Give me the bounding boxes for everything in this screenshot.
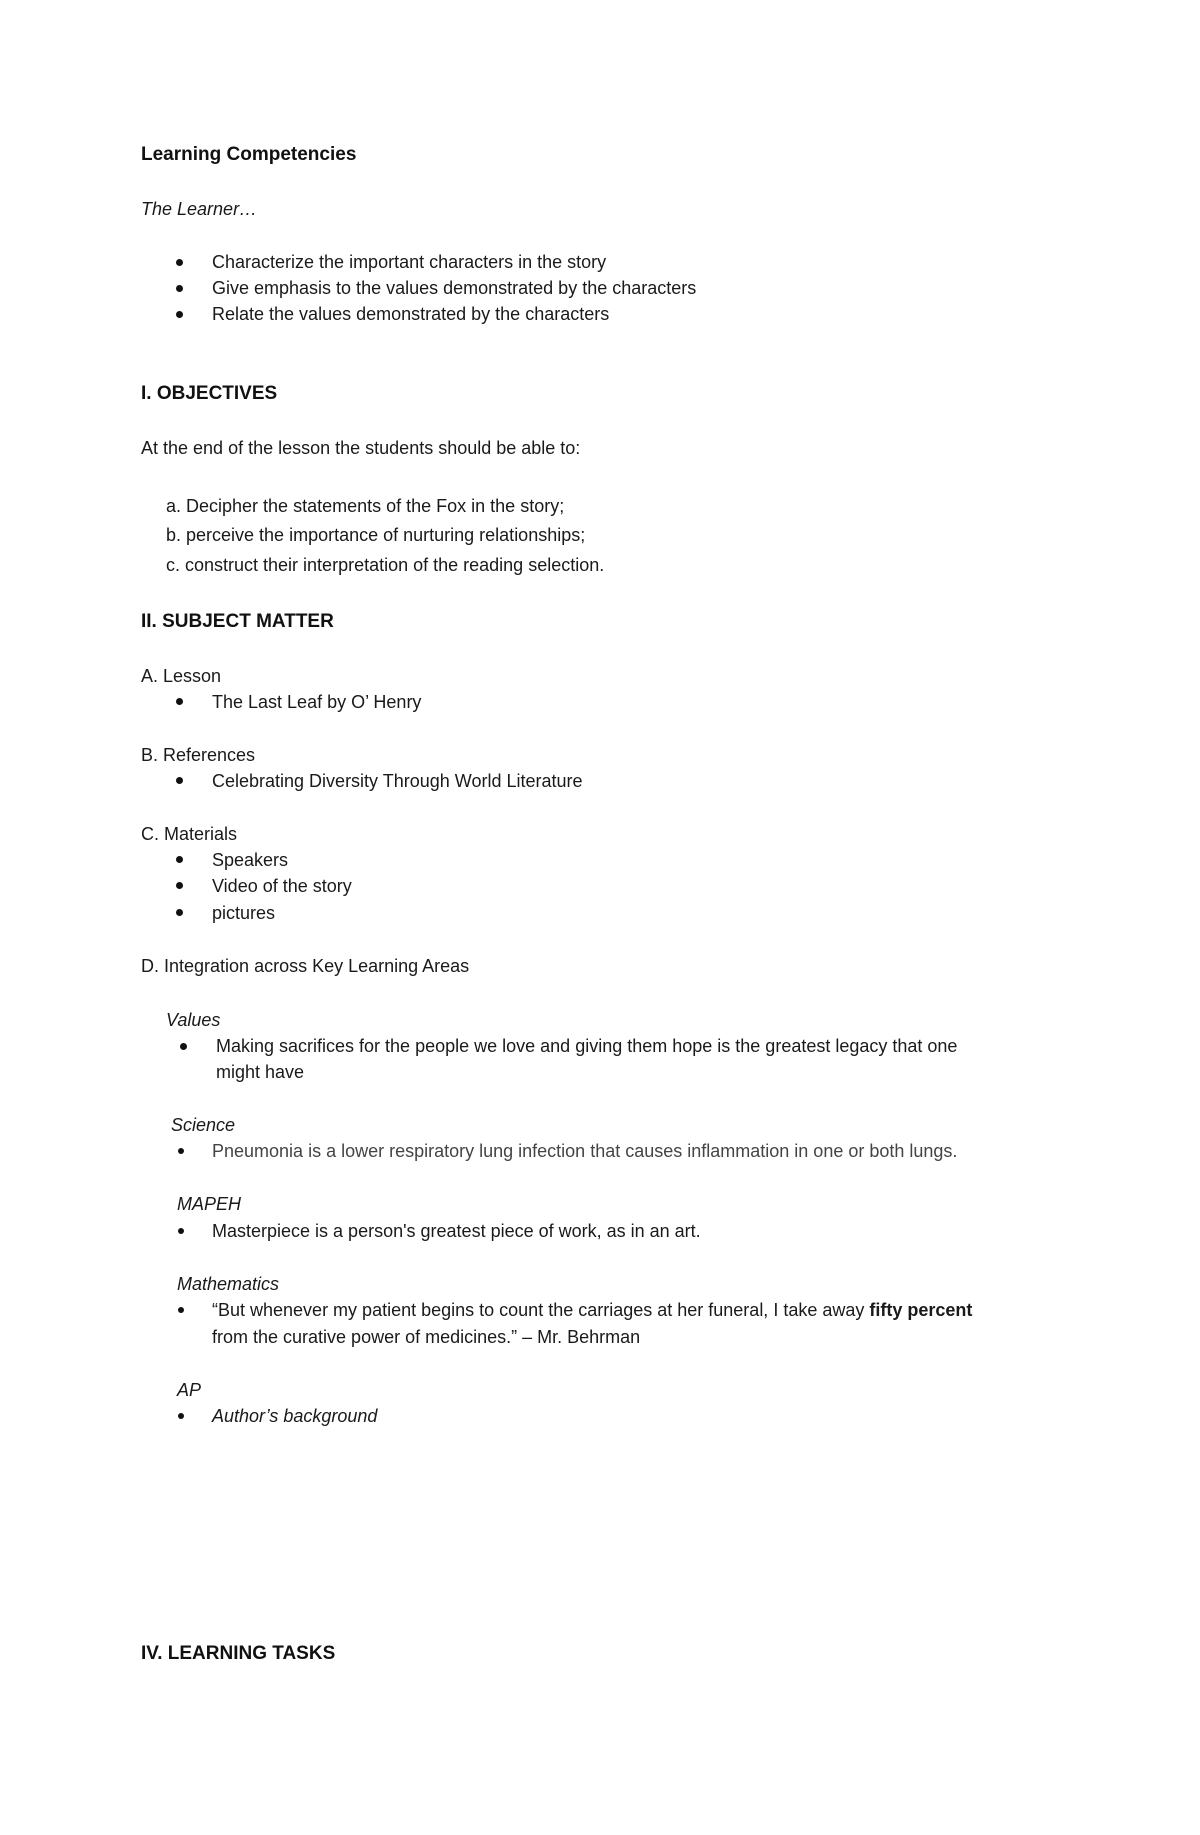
competency-item: Relate the values demonstrated by the characters (212, 304, 610, 324)
lesson-item: The Last Leaf by O’ Henry (212, 692, 422, 712)
reference-item: Celebrating Diversity Through World Literature (212, 771, 583, 791)
bullet-icon (178, 1228, 184, 1234)
references-label: B. References (141, 745, 256, 765)
lesson-label: A. Lesson (141, 666, 222, 686)
bullet-icon (180, 1043, 187, 1050)
ap-text: Author’s background (212, 1406, 378, 1426)
objectives-intro: At the end of the lesson the students should be able to: (141, 438, 581, 458)
mathematics-label: Mathematics (177, 1274, 280, 1294)
science-label: Science (171, 1115, 236, 1135)
objective-item: a. Decipher the statements of the Fox in the story; (166, 496, 565, 516)
mathematics-text-line1 (212, 1299, 972, 1321)
material-item: Speakers (212, 850, 289, 870)
science-text: Pneumonia is a lower respiratory lung infection that causes inflammation in one or both lungs. (212, 1141, 958, 1161)
competency-item: Characterize the important characters in the story (212, 252, 607, 272)
competencies-heading: Learning Competencies (141, 144, 357, 165)
material-item: pictures (212, 903, 276, 923)
bullet-icon (178, 1413, 184, 1419)
bullet-icon (178, 1148, 184, 1154)
learning-tasks-heading: IV. LEARNING TASKS (141, 1643, 336, 1664)
bullet-icon (176, 882, 183, 889)
integration-label: D. Integration across Key Learning Areas (141, 956, 470, 976)
bullet-icon (176, 285, 183, 292)
mapeh-text: Masterpiece is a person's greatest piece of work, as in an art. (212, 1221, 701, 1241)
bullet-icon (176, 698, 183, 705)
values-label: Values (166, 1010, 221, 1030)
competency-item: Give emphasis to the values demonstrated by the characters (212, 278, 697, 298)
bullet-icon (176, 259, 183, 266)
values-text-line1: Making sacrifices for the people we love and giving them hope is the greatest legacy that one (216, 1036, 958, 1056)
material-item: Video of the story (212, 876, 352, 896)
bullet-icon (176, 909, 183, 916)
bullet-icon (176, 311, 183, 318)
mathematics-emphasis: fifty percent (869, 1300, 973, 1320)
competencies-intro: The Learner… (141, 199, 258, 219)
objective-item: c. construct their interpretation of the reading selection. (166, 555, 605, 575)
mathematics-text-line2: from the curative power of medicines.” – Mr. Behrman (212, 1327, 641, 1347)
bullet-icon (176, 777, 183, 784)
ap-label: AP (177, 1380, 202, 1400)
bullet-icon (176, 856, 183, 863)
subject-matter-heading: II. SUBJECT MATTER (141, 611, 334, 632)
objectives-heading: I. OBJECTIVES (141, 383, 278, 404)
values-text-line2: might have (216, 1062, 305, 1082)
materials-label: C. Materials (141, 824, 238, 844)
bullet-icon (178, 1307, 184, 1313)
objective-item: b. perceive the importance of nurturing relationships; (166, 525, 586, 545)
mapeh-label: MAPEH (177, 1194, 242, 1214)
mathematics-quote-text: “But whenever my patient begins to count the carriages at her funeral, I take away (212, 1300, 870, 1320)
